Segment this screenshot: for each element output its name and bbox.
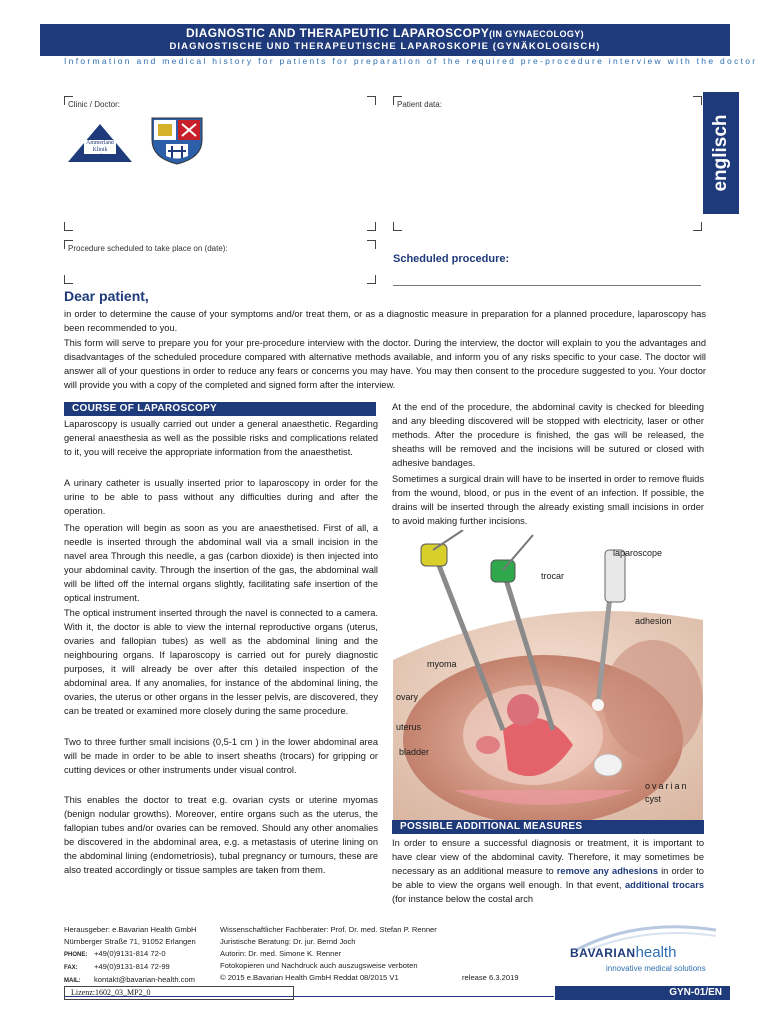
credit-line: Wissenschaftlicher Fachberater: Prof. Dr. med. Stefan P. Renner <box>220 925 437 934</box>
procedure-date-label: Procedure scheduled to take place on (date): <box>68 244 228 253</box>
license-box: Lizenz:1602_03_MP2_0 <box>64 986 294 1000</box>
language-tab-label: englisch <box>710 114 731 192</box>
clinic-doctor-label: Clinic / Doctor: <box>68 100 121 109</box>
phone-value: +49(0)9131-814 72-0 <box>94 949 166 958</box>
document-code: GYN-01/EN <box>555 986 730 1000</box>
logo-word-health: health <box>635 944 677 961</box>
title-english <box>40 24 730 41</box>
box-corner <box>393 222 402 231</box>
publisher-block <box>64 924 224 987</box>
label-laparoscope: laparoscope <box>613 548 663 558</box>
fax-value: +49(0)9131-814 72-99 <box>94 962 170 971</box>
bavarian-health-logo <box>568 922 718 978</box>
additional-text-2: in order to be able to view the organs well enough. In that event, <box>392 866 704 890</box>
ovary-shape <box>476 736 500 754</box>
scheduled-procedure-field[interactable] <box>393 285 701 286</box>
box-corner <box>693 96 702 105</box>
additional-measures-paragraph <box>392 836 704 906</box>
course-paragraph-5: Two to three further small incisions (0,5-1 cm ) in the lower abdominal area will be made in order to be able to insert sheaths (trocars) for gripping or cutting devices or other instruments under visual control. <box>64 737 378 775</box>
coat-of-arms-icon <box>148 114 206 166</box>
box-corner <box>367 96 376 105</box>
course-paragraph-3: The operation will begin as soon as you are anaesthetised. First of all, a needle is inserted through the abdominal wall via a small incision in the navel area Through this needle, a gas (carbon dioxide) is then injected into your abdominal cavity. Through the insertion of the gas, the abdominal wall will be lifted off the internal organs slightly, facilitating safe insertion of the optical instrument. <box>64 523 378 603</box>
laparoscopy-illustration <box>393 530 703 820</box>
box-corner <box>367 240 376 249</box>
box-corner <box>367 275 376 284</box>
credit-line: Fotokopieren und Nachdruck auch auszugsweise verboten <box>220 961 418 970</box>
language-tab <box>703 92 739 214</box>
box-corner <box>64 275 73 284</box>
additional-text-1: In order to ensure a successful diagnosis or treatment, it is important to have clear view of the abdominal cavity. Therefore, it may sometimes be necessary as an additional measure to <box>392 838 704 876</box>
box-corner <box>64 222 73 231</box>
label-adhesion: adhesion <box>635 616 672 626</box>
additional-trocars-emphasis: additional trocars <box>625 880 704 890</box>
title-english-main: DIAGNOSTIC AND THERAPEUTIC LAPAROSCOPY <box>185 26 490 40</box>
course-paragraph-4: The optical instrument inserted through the navel is connected to a camera. With it, the doctor is able to view the internal reproductive organs (uterus, ovaries and fallopian tubes) as well as the abdominal lining and the neighbouring organs. If laparoscopy is carried out for purely diagnostic purposes, it will already be over after this detailed inspection of the abdominal area. If any anomalies, for instance of the abdominal lining, the ovaries, the uterus or other organs in the lesser pelvis, are discovered, they can be treated or examined more closely during the same procedure. <box>64 608 378 716</box>
myoma-shape <box>507 694 539 726</box>
label-trocar: trocar <box>541 571 565 581</box>
intro-paragraph-2: This form will serve to prepare you for your pre-procedure interview with the doctor. During the interview, the doctor will explain to you the advantages and disadvantages of the scheduled procedure compared with alternative methods available, and inform you of any risks specific to your case. The doctor will answer all of your questions in order to reduce any fears or concerns you may have. You may then consent to the procedure suggested to you. Your doctor will provide you with a copy of the completed and signed form after the interview. <box>64 338 706 390</box>
patient-data-label: Patient data: <box>397 100 442 109</box>
title-banner <box>40 24 730 56</box>
course-paragraph-6: This enables the doctor to treat e.g. ovarian cysts or uterine myomas (benign nodular growths). Moreover, entire organs such as the uterus, the fallopian tubes and/or ovaries can be removed. Should any other anomalies be discovered in the abdominal area, e.g. a metastasis of uterine lining on the abdominal lining (endometriosis), tubal pregnancy or tumours, these are also treated accordingly or tissue samples are taken from them. <box>64 795 378 875</box>
credit-line: © 2015 e.Bavarian Health GmbH Reddat 08/2015 V1 <box>220 973 399 982</box>
scheduled-procedure-label: Scheduled procedure: <box>393 253 510 265</box>
label-bladder: bladder <box>399 747 430 757</box>
box-corner <box>693 222 702 231</box>
title-german: DIAGNOSTISCHE UND THERAPEUTISCHE LAPAROSKOPIE (GYNÄKOLOGISCH) <box>169 41 601 52</box>
title-english-sub: (IN GYNAECOLOGY) <box>489 29 585 39</box>
mail-label: MAIL: <box>64 978 81 984</box>
credit-line: Juristische Beratung: Dr. jur. Bernd Joch <box>220 937 356 946</box>
credit-line: Autorin: Dr. med. Simone K. Renner <box>220 949 342 958</box>
publisher-phone <box>64 948 224 961</box>
credits-block <box>220 924 490 984</box>
release-date: release 6.3.2019 <box>462 973 519 982</box>
box-corner <box>367 222 376 231</box>
label-myoma: myoma <box>427 659 457 669</box>
fax-label: FAX: <box>64 965 78 971</box>
remove-adhesions-emphasis: remove any adhesions <box>556 866 659 876</box>
ovarian-cyst-shape <box>594 754 622 776</box>
course-right-paragraph-1: At the end of the procedure, the abdominal cavity is checked for bleeding and any bleeding discovered will be stopped with electricity, laser or other methods. After the procedure is finished, the gas will be released, the sheaths will be removed and the incisions will be sutured or closed with adhesive bandages. <box>392 402 704 468</box>
publisher-fax <box>64 961 224 974</box>
intro-paragraph-1: in order to determine the cause of your symptoms and/or treat them, or as a diagnostic measure in preparation for a planned procedure, laparoscopy has been recommended to you. <box>64 309 706 333</box>
label-ovary: ovary <box>396 692 419 702</box>
course-paragraph-2: A urinary catheter is usually inserted prior to laparoscopy in order for the urine to be able to pass without any difficulties during and after the operation. <box>64 478 378 516</box>
publisher-address: Nürnberger Straße 71, 91052 Erlangen <box>64 937 196 946</box>
logo-tagline: innovative medical solutions <box>606 964 706 973</box>
course-paragraph-1: Laparoscopy is usually carried out under a general anaesthetic. Regarding general anaesthesia as well as the possible risks and complications related to it, you will receive the appropriate information from the anaesthetist. <box>64 419 378 457</box>
mail-value: kontakt@bavarian-health.com <box>94 975 195 984</box>
greeting: Dear patient, <box>64 288 149 304</box>
label-uterus: uterus <box>396 722 422 732</box>
label-ovarian: ovarian <box>645 781 689 791</box>
course-right-paragraph-2: Sometimes a surgical drain will have to be inserted in order to remove fluids from the wound, blood, or pus in the event of an infection. If possible, the drains will be inserted through the already existing small incisions in order to avoid making further incisions. <box>392 474 704 526</box>
clinic-logo <box>66 122 134 164</box>
additional-measures-heading: POSSIBLE ADDITIONAL MEASURES <box>392 820 704 834</box>
course-heading: COURSE OF LAPAROSCOPY <box>64 402 376 416</box>
logo-word-bavarian: BAVARIAN <box>570 946 636 960</box>
info-line: Information and medical history for patients for preparation of the required pre-procedure interview with the doctor <box>64 56 758 66</box>
clinic-logo-text: Ammerland Klinik GmbH <box>86 140 114 160</box>
phone-label: PHONE: <box>64 952 88 958</box>
publisher-name: Herausgeber: e.Bavarian Health GmbH <box>64 925 197 934</box>
label-cyst: cyst <box>645 794 662 804</box>
additional-text-3: (for instance below the costal arch <box>392 894 534 904</box>
logo-wordmark <box>570 944 676 962</box>
